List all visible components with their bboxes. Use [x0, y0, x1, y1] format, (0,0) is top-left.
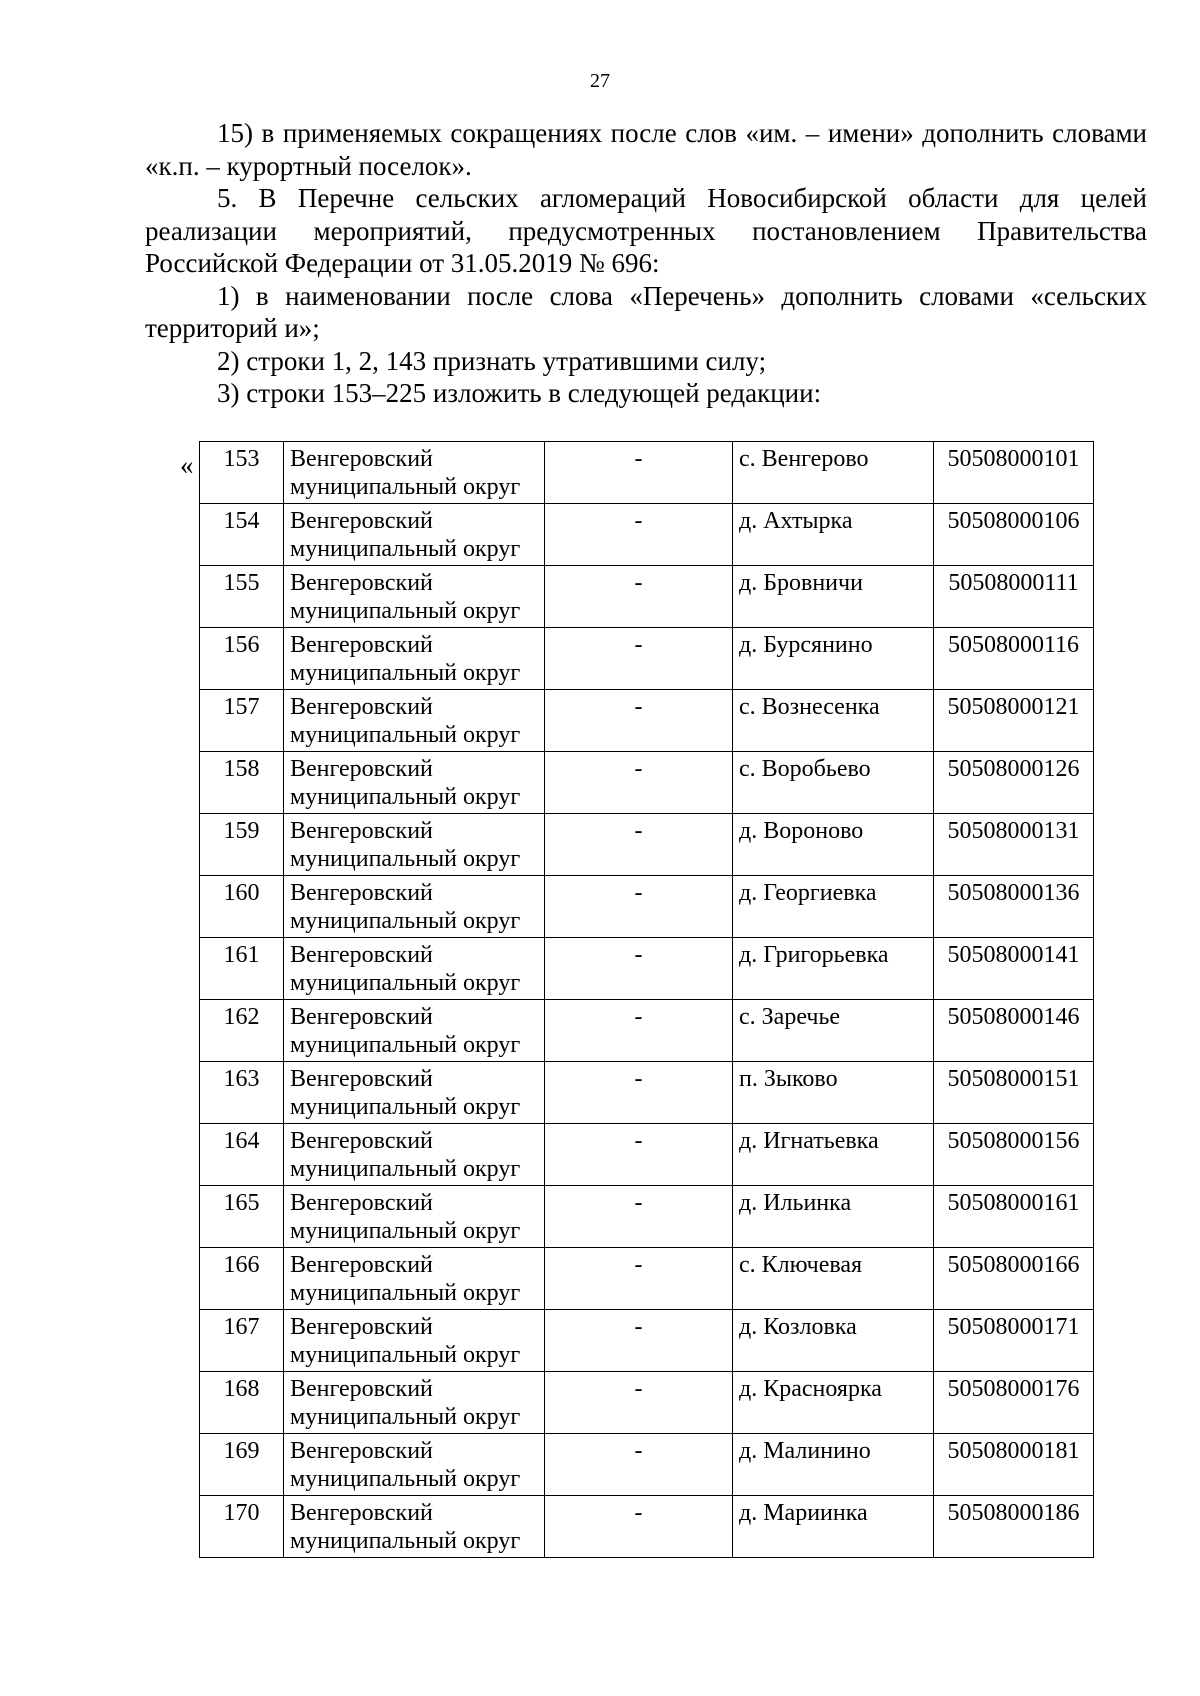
settlement-cell: д. Бурсянино	[733, 628, 934, 690]
settlement-cell: д. Малинино	[733, 1434, 934, 1496]
table-row	[200, 1000, 1094, 1062]
table-row	[200, 1372, 1094, 1434]
dash-cell: -	[545, 938, 733, 1000]
district-cell: Венгеровский муниципальный округ	[284, 1310, 545, 1372]
row-number: 169	[200, 1434, 284, 1496]
table-row	[200, 566, 1094, 628]
settlement-cell: д. Ильинка	[733, 1186, 934, 1248]
dash-cell: -	[545, 1062, 733, 1124]
row-number: 153	[200, 442, 284, 504]
settlement-cell: д. Георгиевка	[733, 876, 934, 938]
table-row	[200, 938, 1094, 1000]
oktmo-code-cell: 50508000181	[934, 1434, 1094, 1496]
opening-quote: «	[180, 450, 194, 480]
settlement-cell: д. Вороново	[733, 814, 934, 876]
oktmo-code-cell: 50508000111	[934, 566, 1094, 628]
table-row	[200, 442, 1094, 504]
district-cell: Венгеровский муниципальный округ	[284, 1000, 545, 1062]
row-number: 156	[200, 628, 284, 690]
dash-cell: -	[545, 1372, 733, 1434]
settlement-cell: д. Бровничи	[733, 566, 934, 628]
district-cell: Венгеровский муниципальный округ	[284, 1248, 545, 1310]
dash-cell: -	[545, 1186, 733, 1248]
district-cell: Венгеровский муниципальный округ	[284, 1434, 545, 1496]
district-cell: Венгеровский муниципальный округ	[284, 1124, 545, 1186]
row-number: 162	[200, 1000, 284, 1062]
table-row	[200, 628, 1094, 690]
oktmo-code-cell: 50508000186	[934, 1496, 1094, 1558]
row-number: 163	[200, 1062, 284, 1124]
district-cell: Венгеровский муниципальный округ	[284, 504, 545, 566]
table-row	[200, 1310, 1094, 1372]
dash-cell: -	[545, 1310, 733, 1372]
row-number: 154	[200, 504, 284, 566]
table-row	[200, 1186, 1094, 1248]
oktmo-code-cell: 50508000166	[934, 1248, 1094, 1310]
dash-cell: -	[545, 1496, 733, 1558]
oktmo-code-cell: 50508000171	[934, 1310, 1094, 1372]
district-cell: Венгеровский муниципальный округ	[284, 1062, 545, 1124]
table-row	[200, 1248, 1094, 1310]
row-number: 170	[200, 1496, 284, 1558]
oktmo-code-cell: 50508000151	[934, 1062, 1094, 1124]
settlement-cell: д. Ахтырка	[733, 504, 934, 566]
row-number: 166	[200, 1248, 284, 1310]
dash-cell: -	[545, 1000, 733, 1062]
settlement-cell: д. Козловка	[733, 1310, 934, 1372]
district-cell: Венгеровский муниципальный округ	[284, 1186, 545, 1248]
settlement-cell: д. Красноярка	[733, 1372, 934, 1434]
district-cell: Венгеровский муниципальный округ	[284, 752, 545, 814]
table-row	[200, 1496, 1094, 1558]
settlement-cell: п. Зыково	[733, 1062, 934, 1124]
row-number: 157	[200, 690, 284, 752]
table-row	[200, 814, 1094, 876]
row-number: 164	[200, 1124, 284, 1186]
settlement-cell: с. Венгерово	[733, 442, 934, 504]
oktmo-code-cell: 50508000121	[934, 690, 1094, 752]
table-row	[200, 876, 1094, 938]
paragraph-5-2: 2) строки 1, 2, 143 признать утратившими силу;	[217, 345, 767, 376]
row-number: 159	[200, 814, 284, 876]
table-row	[200, 1062, 1094, 1124]
oktmo-code-cell: 50508000136	[934, 876, 1094, 938]
district-cell: Венгеровский муниципальный округ	[284, 1496, 545, 1558]
dash-cell: -	[545, 752, 733, 814]
body-text	[145, 117, 1147, 410]
paragraph-5: 5. В Перечне сельских агломераций Новосибирской области для целей реализации мероприятий, предусмотренных постановлением Правительства Российской Федерации от 31.05.2019 № 696:	[145, 183, 1147, 278]
settlement-cell: с. Заречье	[733, 1000, 934, 1062]
table-row	[200, 504, 1094, 566]
oktmo-code-cell: 50508000156	[934, 1124, 1094, 1186]
district-cell: Венгеровский муниципальный округ	[284, 566, 545, 628]
row-number: 168	[200, 1372, 284, 1434]
settlement-cell: с. Ключевая	[733, 1248, 934, 1310]
dash-cell: -	[545, 628, 733, 690]
settlement-cell: д. Мариинка	[733, 1496, 934, 1558]
row-number: 161	[200, 938, 284, 1000]
oktmo-code-cell: 50508000101	[934, 442, 1094, 504]
row-number: 160	[200, 876, 284, 938]
dash-cell: -	[545, 442, 733, 504]
dash-cell: -	[545, 504, 733, 566]
district-cell: Венгеровский муниципальный округ	[284, 628, 545, 690]
paragraph-15: 15) в применяемых сокращениях после слов «им. – имени» дополнить словами «к.п. – курортный поселок».	[145, 118, 1147, 181]
agglomerations-table	[199, 441, 1094, 1558]
dash-cell: -	[545, 1124, 733, 1186]
row-number: 165	[200, 1186, 284, 1248]
dash-cell: -	[545, 876, 733, 938]
oktmo-code-cell: 50508000126	[934, 752, 1094, 814]
oktmo-code-cell: 50508000146	[934, 1000, 1094, 1062]
oktmo-code-cell: 50508000106	[934, 504, 1094, 566]
row-number: 167	[200, 1310, 284, 1372]
paragraph-5-1: 1) в наименовании после слова «Перечень» дополнить словами «сельских территорий и»;	[145, 280, 1147, 343]
table-row	[200, 1124, 1094, 1186]
district-cell: Венгеровский муниципальный округ	[284, 876, 545, 938]
district-cell: Венгеровский муниципальный округ	[284, 814, 545, 876]
settlement-cell: д. Игнатьевка	[733, 1124, 934, 1186]
oktmo-code-cell: 50508000161	[934, 1186, 1094, 1248]
district-cell: Венгеровский муниципальный округ	[284, 1372, 545, 1434]
settlement-cell: с. Вознесенка	[733, 690, 934, 752]
settlement-cell: д. Григорьевка	[733, 938, 934, 1000]
row-number: 155	[200, 566, 284, 628]
paragraph-5-3: 3) строки 153–225 изложить в следующей редакции:	[217, 378, 822, 408]
dash-cell: -	[545, 690, 733, 752]
table-row	[200, 1434, 1094, 1496]
oktmo-code-cell: 50508000116	[934, 628, 1094, 690]
table-body	[200, 442, 1094, 1558]
dash-cell: -	[545, 566, 733, 628]
dash-cell: -	[545, 1248, 733, 1310]
oktmo-code-cell: 50508000176	[934, 1372, 1094, 1434]
table-row	[200, 690, 1094, 752]
district-cell: Венгеровский муниципальный округ	[284, 690, 545, 752]
oktmo-code-cell: 50508000131	[934, 814, 1094, 876]
oktmo-code-cell: 50508000141	[934, 938, 1094, 1000]
dash-cell: -	[545, 814, 733, 876]
district-cell: Венгеровский муниципальный округ	[284, 442, 545, 504]
table-row	[200, 752, 1094, 814]
district-cell: Венгеровский муниципальный округ	[284, 938, 545, 1000]
page-number: 27	[590, 70, 610, 92]
dash-cell: -	[545, 1434, 733, 1496]
settlement-cell: с. Воробьево	[733, 752, 934, 814]
row-number: 158	[200, 752, 284, 814]
